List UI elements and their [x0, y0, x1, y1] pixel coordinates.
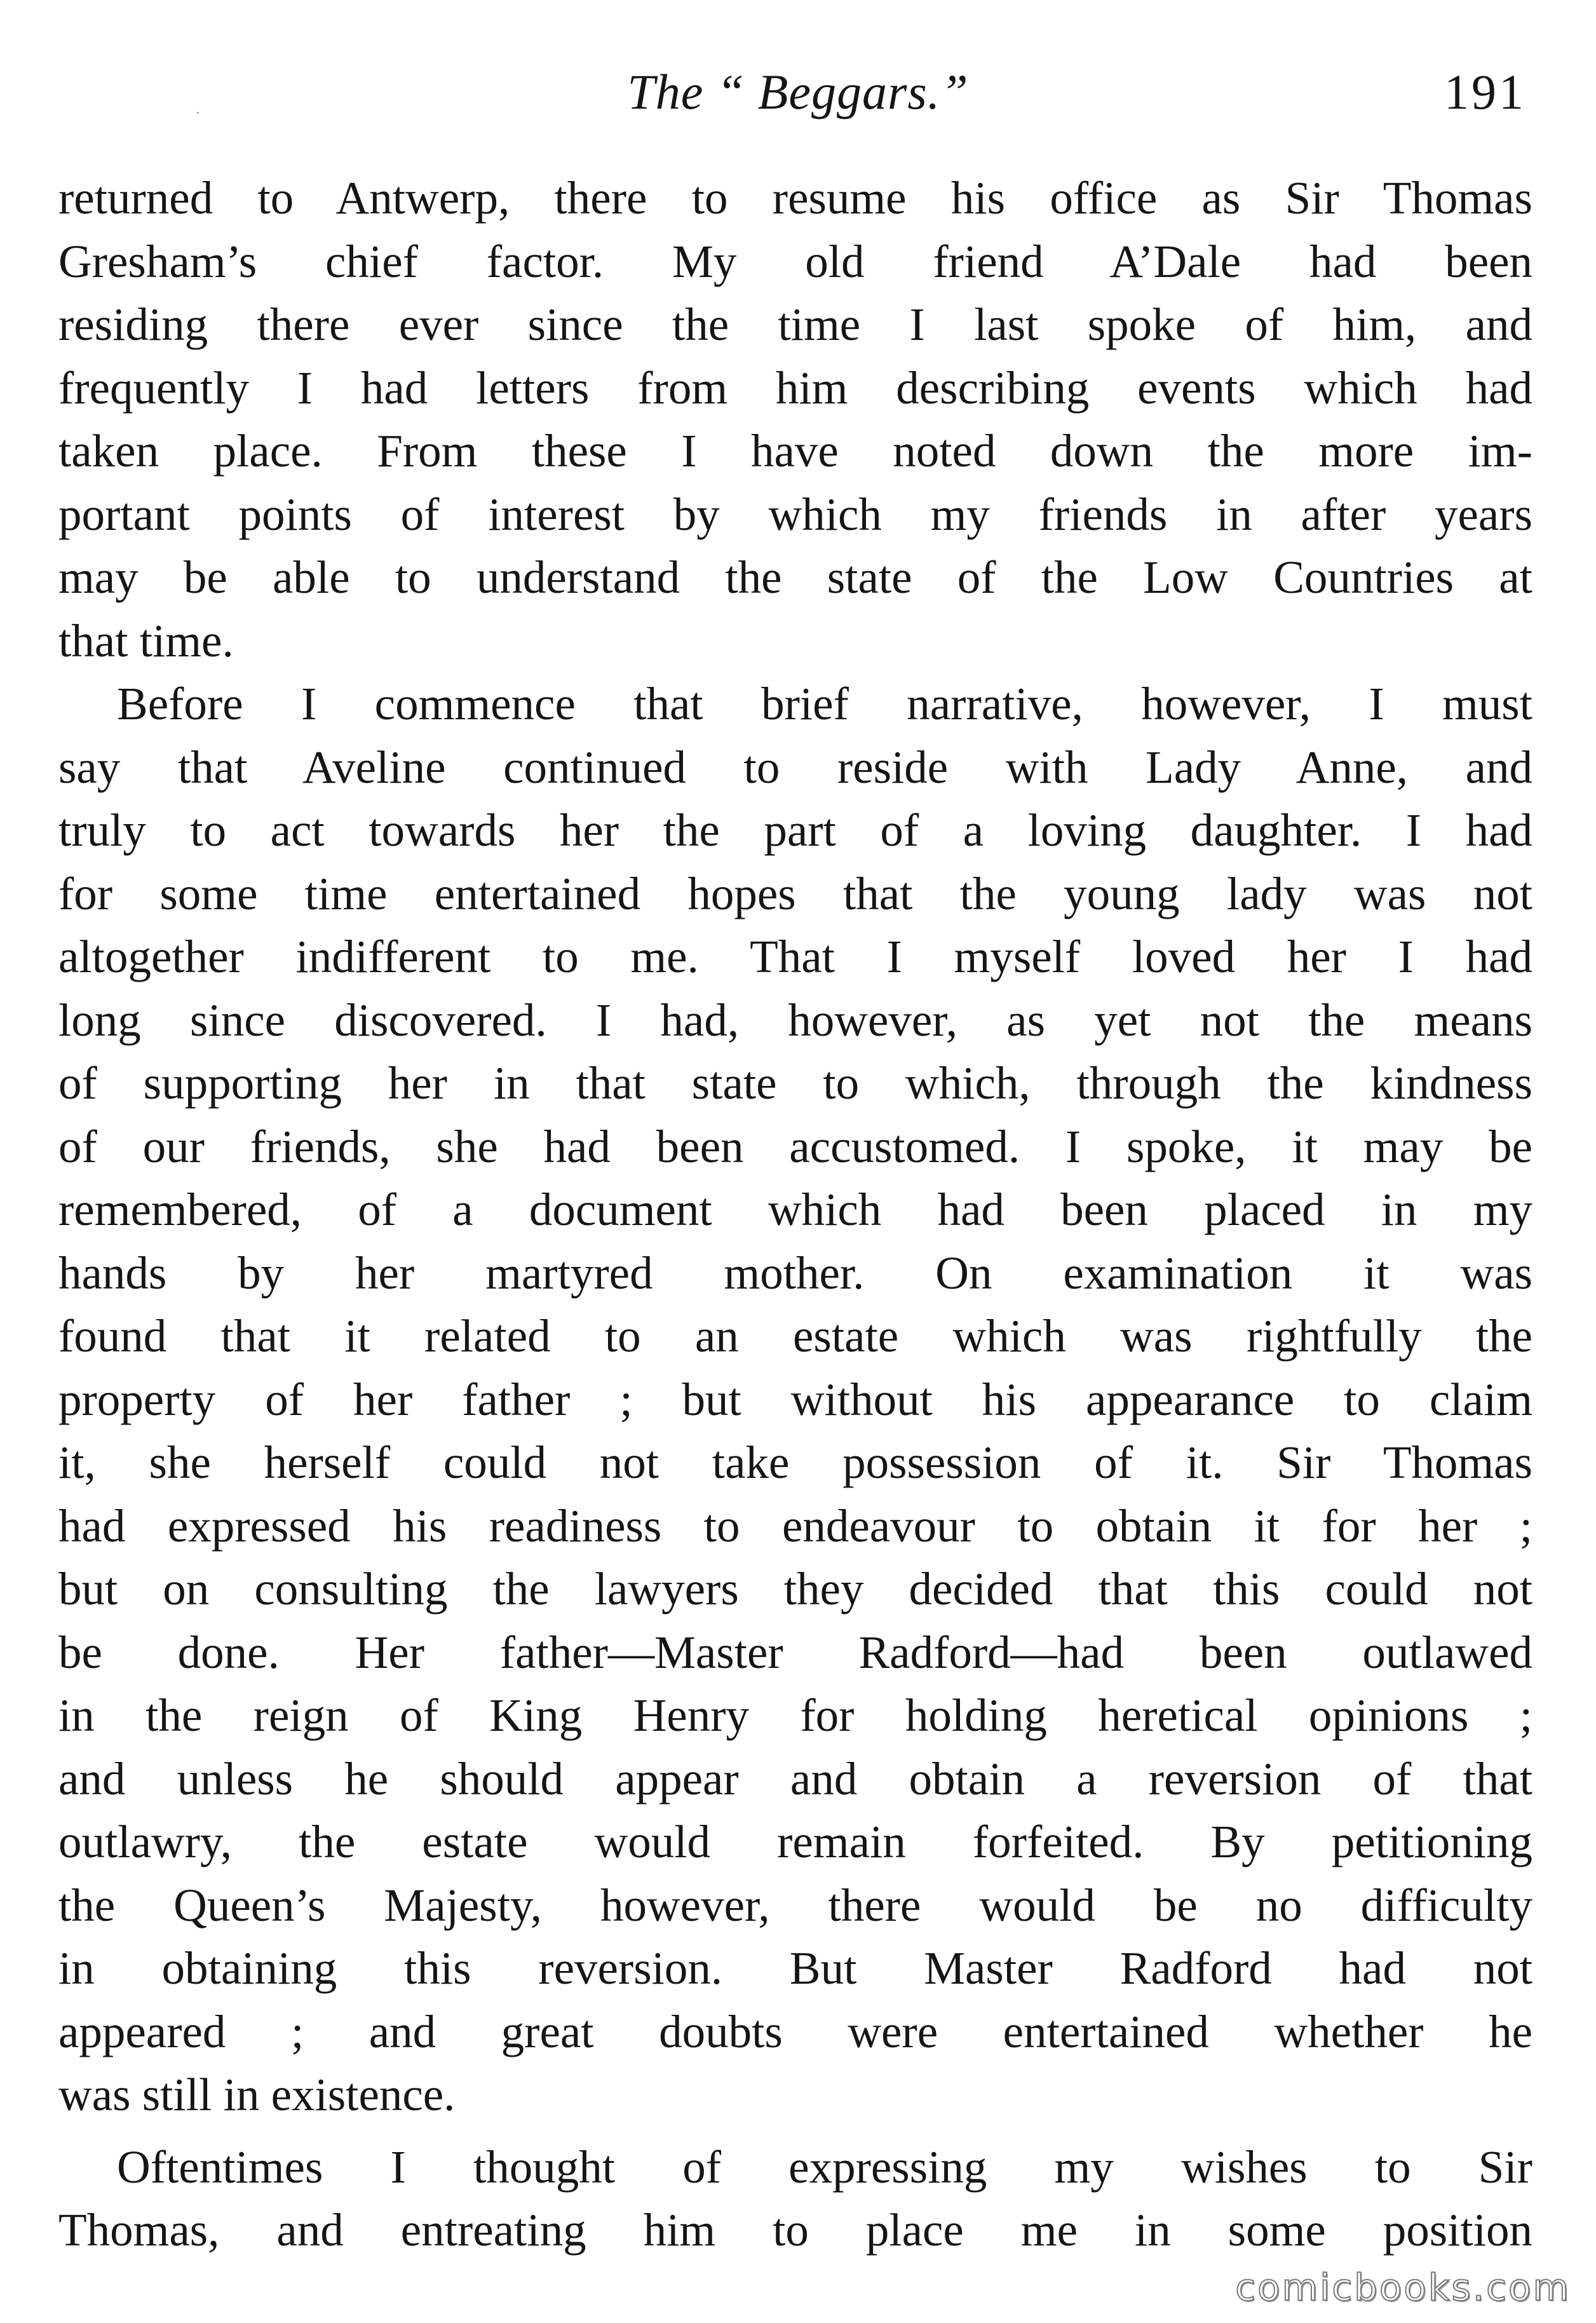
page-number: 191	[1444, 64, 1526, 119]
text-line: and unless he should appear and obtain a reversion of that	[58, 1752, 1532, 1805]
text-line: the Queen’s Majesty, however, there would be no difficulty	[58, 1879, 1532, 1931]
text-line: was still in existence.	[58, 2069, 456, 2120]
text-line: outlawry, the estate would remain forfeited. By petitioning	[58, 1816, 1532, 1867]
text-line: of our friends, she had been accustomed. I spoke, it may be	[58, 1120, 1532, 1172]
text-line: returned to Antwerp, there to resume his office as Sir Thomas	[58, 172, 1532, 224]
text-line: remembered, of a document which had been placed in my	[58, 1184, 1532, 1235]
text-line: appeared ; and great doubts were entertained whether he	[58, 2005, 1532, 2057]
text-line: altogether indifferent to me. That I myself loved her I had	[58, 931, 1532, 982]
running-title: The “ Beggars.”	[627, 64, 969, 119]
text-line: in obtaining this reversion. But Master Radford had not	[58, 1942, 1532, 1994]
text-line: portant points of interest by which my friends in after years	[58, 488, 1532, 540]
text-line: frequently I had letters from him describing events which had	[58, 362, 1532, 414]
text-line: property of her father ; but without his appearance to claim	[58, 1373, 1532, 1425]
text-line: hands by her martyred mother. On examination it was	[58, 1247, 1532, 1299]
text-line: long since discovered. I had, however, as yet not the means	[58, 994, 1532, 1046]
running-head	[57, 60, 1539, 130]
text-line: it, she herself could not take possession of it. Sir Thomas	[58, 1437, 1532, 1488]
text-line: be done. Her father—Master Radford—had been outlawed	[58, 1626, 1532, 1678]
text-line: but on consulting the lawyers they decided that this could not	[58, 1563, 1532, 1615]
text-line: found that it related to an estate which was rightfully the	[58, 1310, 1532, 1362]
text-line: Thomas, and entreating him to place me in some position	[58, 2204, 1532, 2256]
text-line: Oftentimes I thought of expressing my wishes to Sir	[117, 2141, 1532, 2193]
text-line: truly to act towards her the part of a loving daughter. I had	[58, 804, 1532, 856]
text-line: had expressed his readiness to endeavour to obtain it for her ;	[58, 1500, 1532, 1552]
text-line: taken place. From these I have noted down the more im-	[58, 425, 1532, 477]
text-line: Gresham’s chief factor. My old friend A’Dale had been	[58, 235, 1532, 287]
text-line: that time.	[58, 614, 234, 667]
body-text	[58, 166, 1532, 2262]
text-line: of supporting her in that state to which, through the kindness	[58, 1057, 1532, 1109]
text-line: may be able to understand the state of the Low Countries at	[58, 552, 1532, 603]
text-line: in the reign of King Henry for holding heretical opinions ;	[58, 1690, 1532, 1741]
watermark: comicbooks.com	[1235, 2266, 1571, 2309]
text-line: residing there ever since the time I last spoke of him, and	[58, 299, 1532, 350]
text-line: Before I commence that brief narrative, however, I must	[117, 678, 1532, 729]
text-line: say that Aveline continued to reside with Lady Anne, and	[58, 741, 1532, 793]
text-line: for some time entertained hopes that the young lady was not	[58, 867, 1532, 919]
